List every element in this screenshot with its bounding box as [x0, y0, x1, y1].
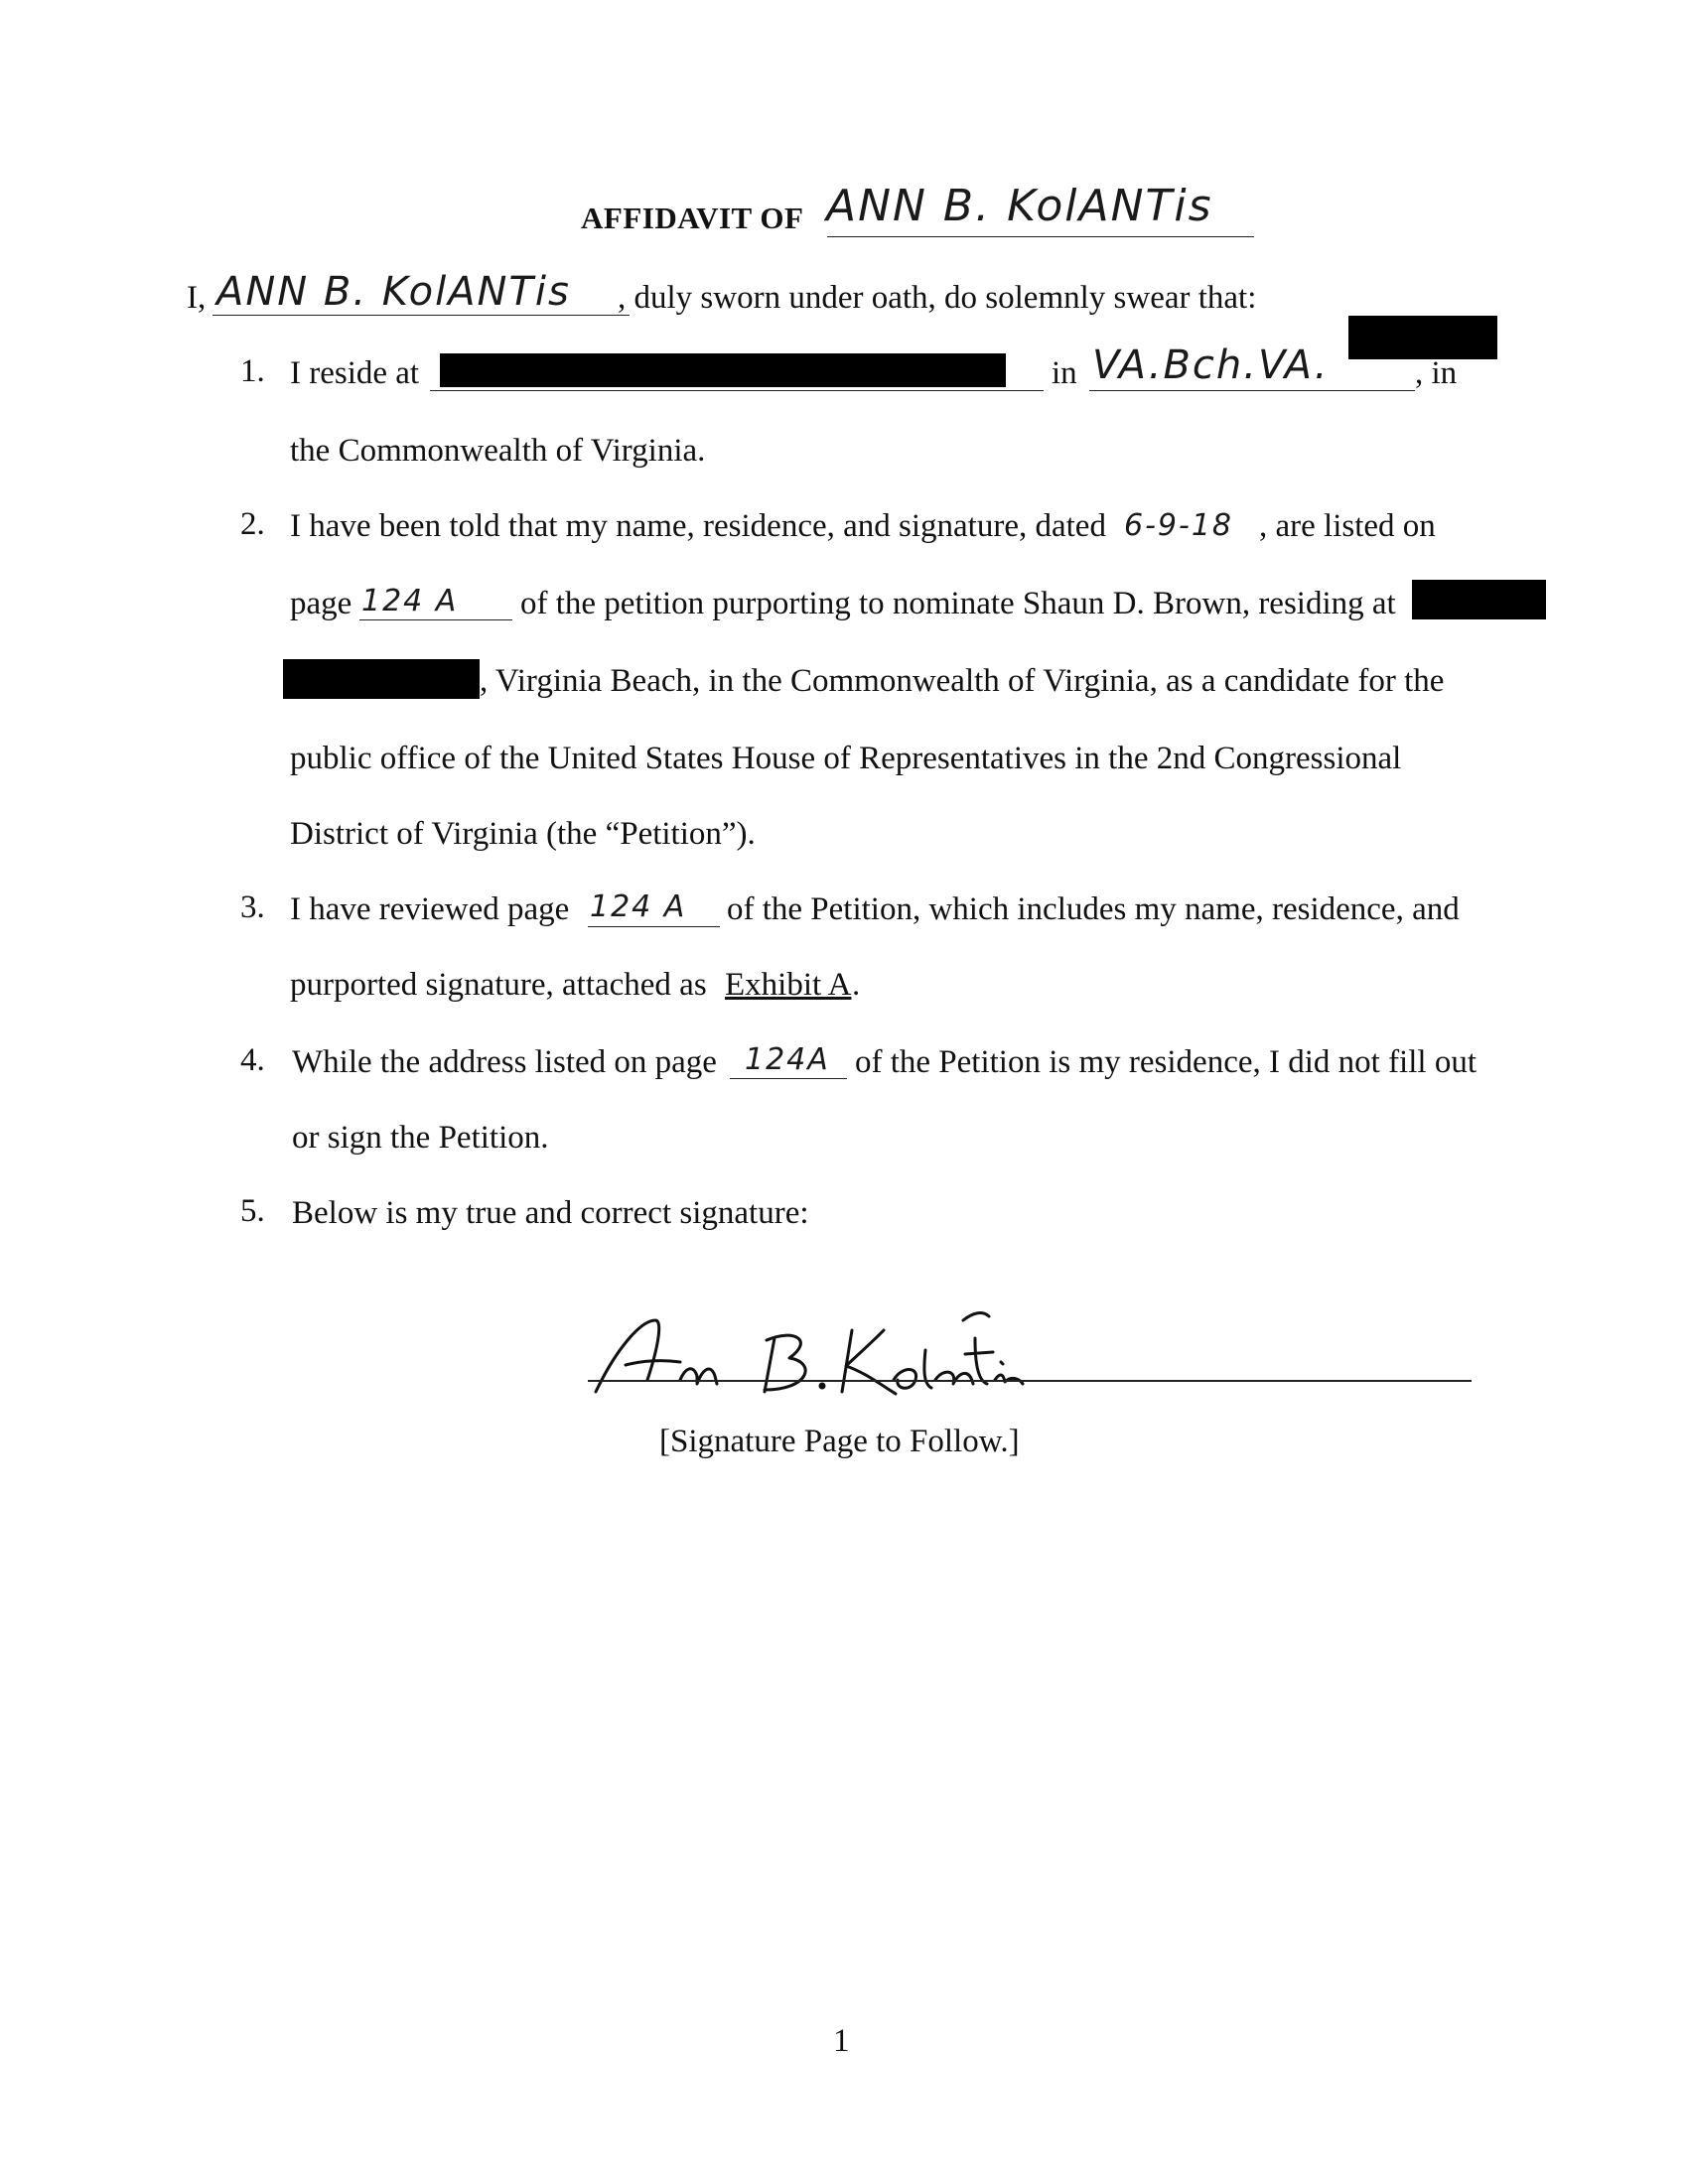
item-2-text-b: , are listed on — [1259, 508, 1436, 544]
item-1-text-c: , in — [1415, 355, 1458, 391]
item-2-text-f: District of Virginia (the “Petition”). — [290, 816, 756, 852]
item-2-page-label: page — [290, 586, 352, 621]
item-3-number: 3. — [240, 889, 265, 925]
item-4-text-a: While the address listed on page — [292, 1044, 717, 1080]
handwritten-signature — [586, 1281, 1102, 1410]
item-4-text-c: or sign the Petition. — [292, 1120, 549, 1156]
handwritten-intro-name: ANN B. KolANTis — [216, 269, 571, 315]
item-1-address-line — [430, 390, 1044, 391]
redacted-candidate-address-a — [1412, 580, 1546, 619]
handwritten-page-item3: 124 A — [590, 889, 687, 924]
item-4-text-b: of the Petition is my residence, I did not fill out — [855, 1044, 1477, 1080]
item-3-text-d: . — [852, 967, 861, 1003]
item-2-text-e: public office of the United States House of Representatives in the 2nd Congressional — [290, 741, 1402, 776]
item-3-text-c: purported signature, attached as — [290, 967, 707, 1003]
redacted-address — [440, 353, 1006, 387]
item-2-text-d: , Virginia Beach, in the Commonwealth of Virginia, as a candidate for the — [480, 663, 1445, 699]
document-title-label: AFFIDAVIT OF — [581, 201, 804, 235]
item-2-text-a: I have been told that my name, residence, and signature, dated — [290, 508, 1106, 544]
item-1-text-b: in — [1052, 355, 1077, 391]
signature-page-note: [Signature Page to Follow.] — [659, 1424, 1020, 1459]
item-1-text-a: I reside at — [290, 355, 420, 391]
item-1-line2: the Commonwealth of Virginia. — [290, 433, 706, 469]
exhibit-a-reference: Exhibit A — [725, 967, 852, 1003]
redacted-candidate-address-b — [283, 659, 480, 699]
intro-name-line — [212, 315, 630, 316]
handwritten-title-name: ANN B. KolANTis — [826, 181, 1213, 231]
item-5-text-a: Below is my true and correct signature: — [292, 1195, 809, 1231]
item-1-city-line — [1089, 390, 1415, 391]
intro-suffix: , duly sworn under oath, do solemnly swear that: — [618, 280, 1257, 316]
page-number: 1 — [833, 2023, 850, 2059]
item-1-number: 1. — [240, 353, 265, 389]
item-2-number: 2. — [240, 506, 265, 542]
handwritten-page-item4: 124A — [745, 1042, 830, 1077]
item-3-page-line — [588, 926, 720, 927]
handwritten-city: VA.Bch.VA. — [1092, 342, 1330, 388]
item-2-text-c: of the petition purporting to nominate Shaun D. Brown, residing at — [520, 586, 1396, 621]
item-4-number: 4. — [240, 1042, 265, 1078]
intro-prefix: I, — [187, 280, 207, 316]
item-3-text-b: of the Petition, which includes my name, residence, and — [727, 891, 1460, 927]
item-5-number: 5. — [240, 1193, 265, 1229]
item-3-text-a: I have reviewed page — [290, 891, 570, 927]
handwritten-date: 6-9-18 — [1124, 508, 1233, 543]
handwritten-page-item2: 124 A — [361, 584, 459, 618]
item-2-page-line — [359, 619, 512, 620]
signature-line — [588, 1380, 1472, 1382]
item-4-page-line — [730, 1078, 847, 1079]
title-name-line — [827, 236, 1254, 237]
